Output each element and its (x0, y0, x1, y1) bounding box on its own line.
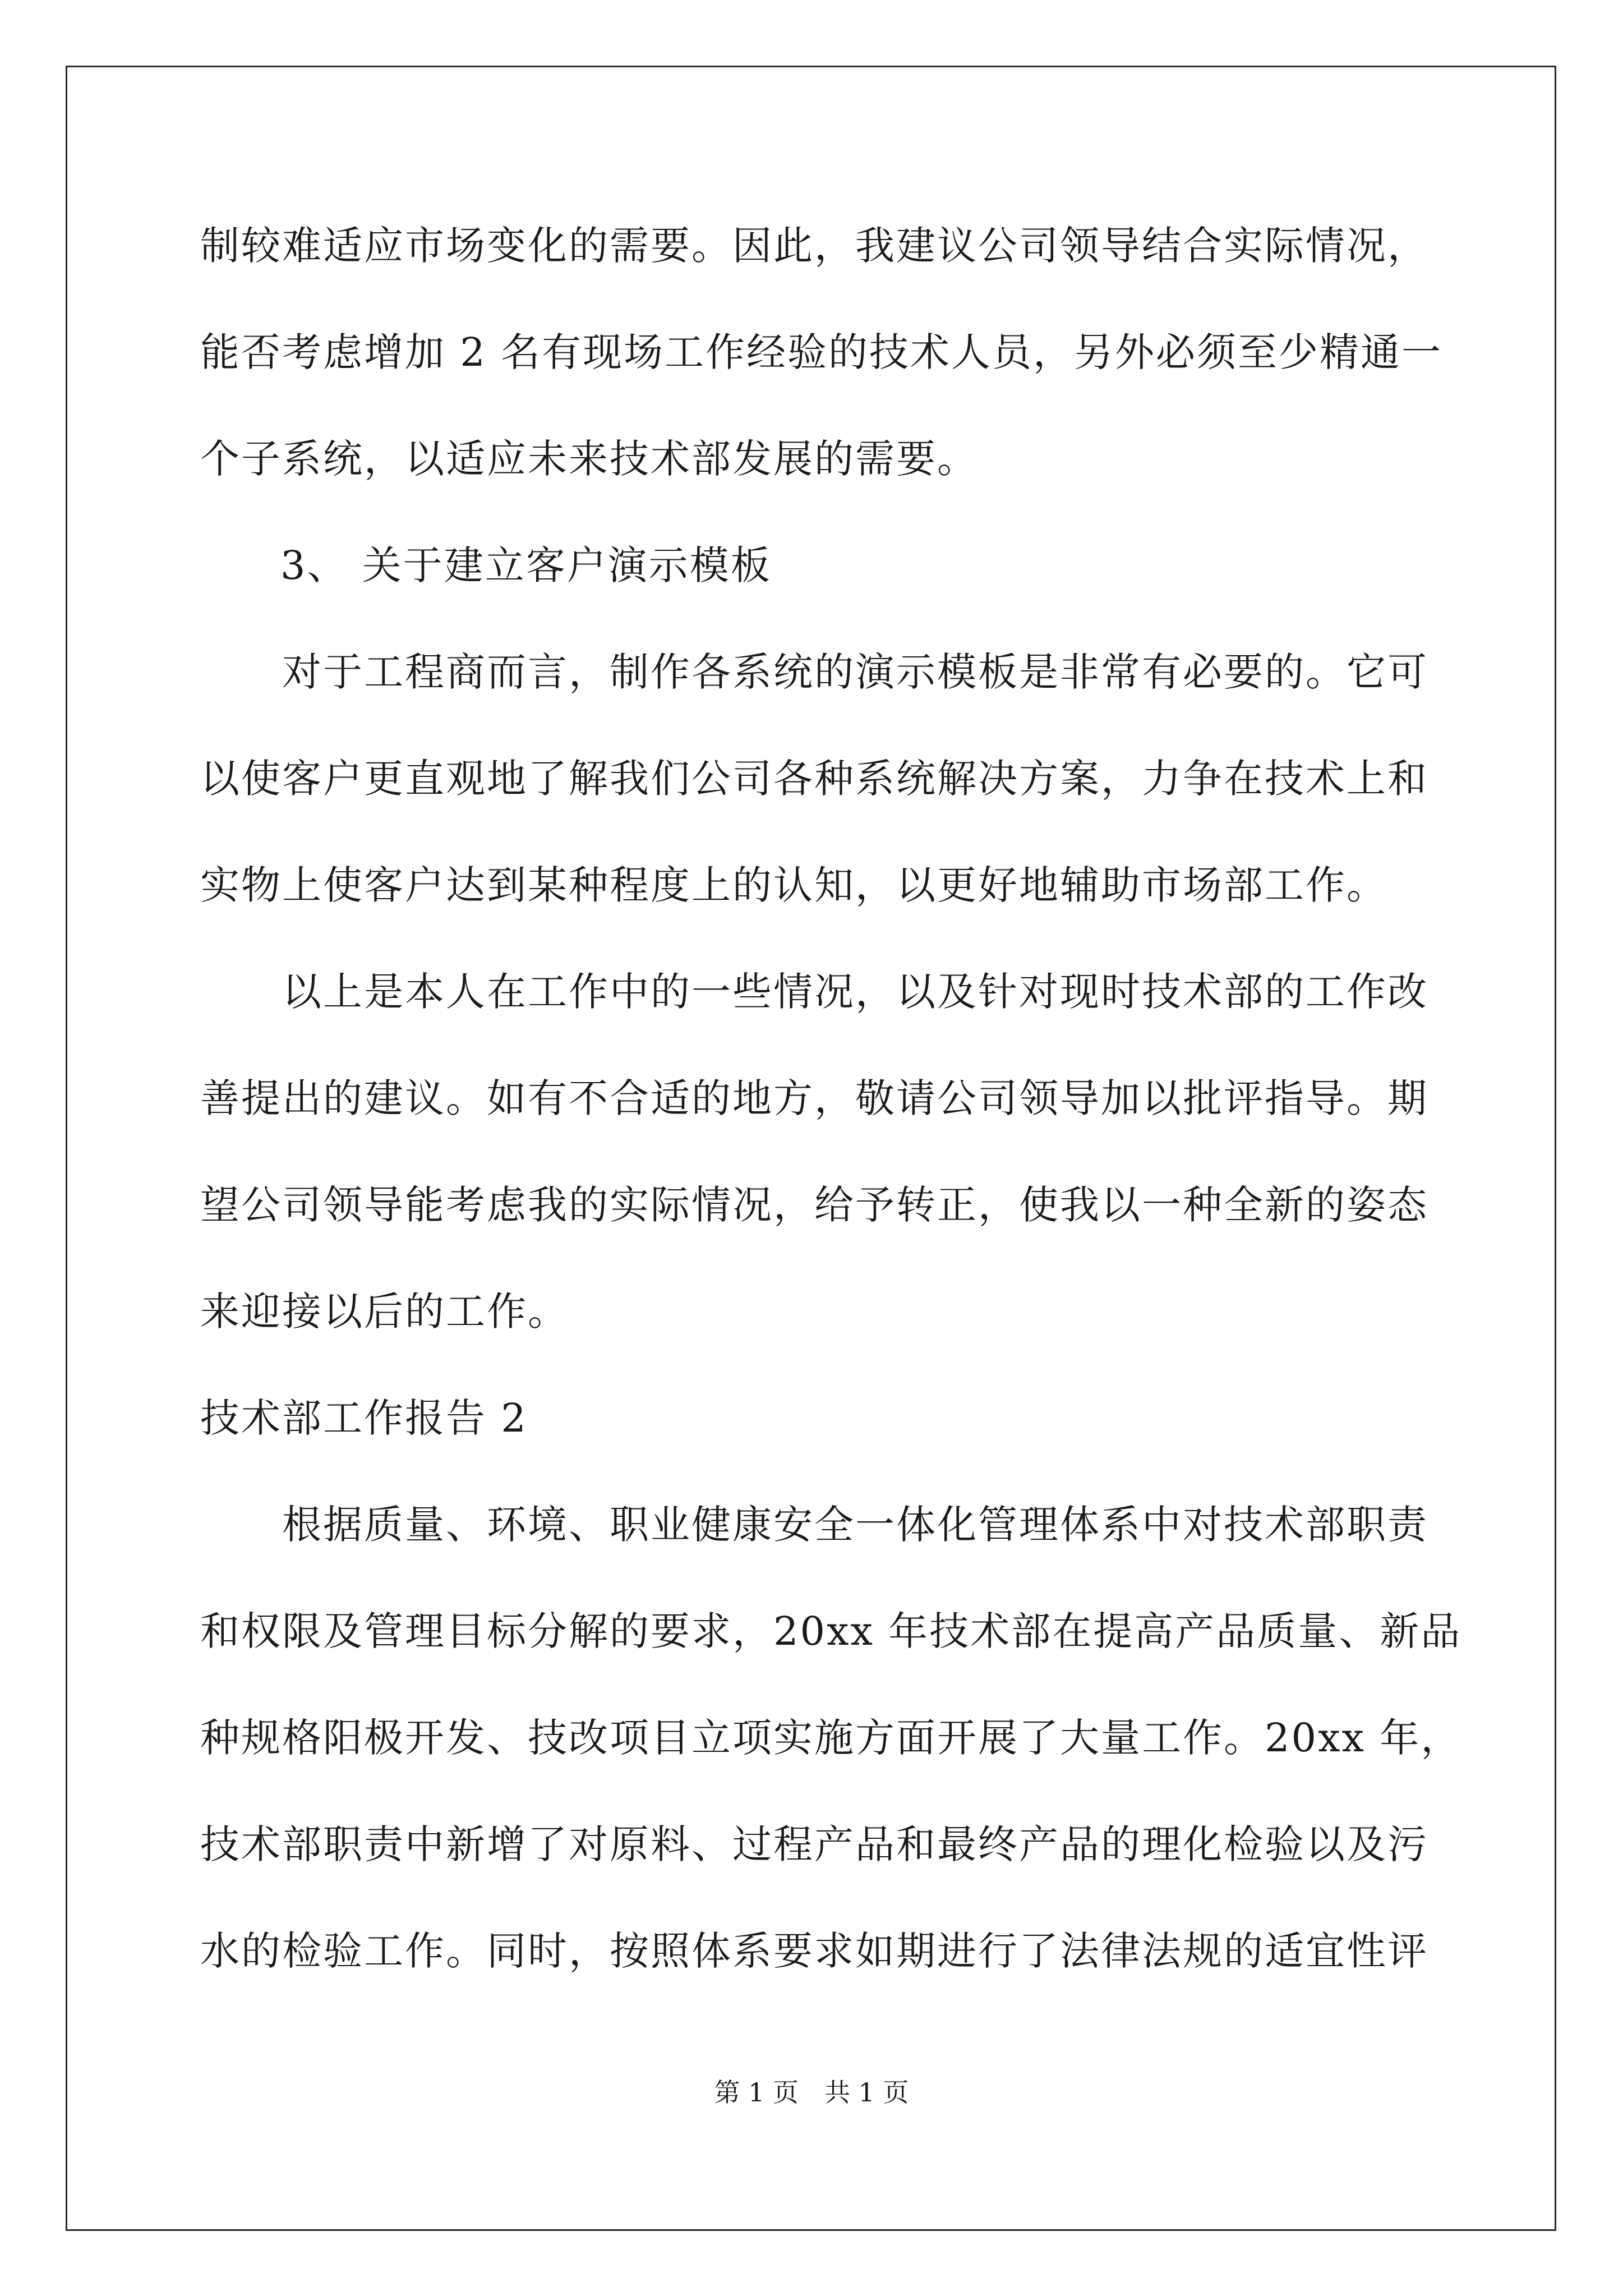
page-border (66, 66, 1556, 2231)
document-title: 技术部工作报告 2 (200, 1395, 528, 1441)
body-line-17: 水的检验工作。同时，按照体系要求如期进行了法律法规的适宜性评 (200, 1928, 1428, 1974)
body-line-9: 善提出的建议。如有不合适的地方，敬请公司领导加以批评指导。期 (200, 1075, 1428, 1121)
body-line-2: 能否考虑增加 2 名有现场工作经验的技术人员，另外必须至少精通一 (200, 329, 1443, 375)
body-line-16: 技术部职责中新增了对原料、过程产品和最终产品的理化检验以及污 (200, 1821, 1428, 1867)
body-line-8: 以上是本人在工作中的一些情况，以及针对现时技术部的工作改 (282, 969, 1428, 1015)
body-line-10: 望公司领导能考虑我的实际情况，给予转正，使我以一种全新的姿态 (200, 1182, 1428, 1228)
body-line-5: 对于工程商而言，制作各系统的演示模板是非常有必要的。它可 (282, 649, 1428, 695)
body-line-3: 个子系统，以适应未来技术部发展的需要。 (200, 436, 978, 482)
body-line-1: 制较难适应市场变化的需要。因此，我建议公司领导结合实际情况， (200, 223, 1428, 269)
page-number-footer: 第 1 页 共 1 页 (714, 2077, 909, 2108)
body-line-13: 根据质量、环境、职业健康安全一体化管理体系中对技术部职责 (282, 1502, 1428, 1548)
section-heading: 3、 关于建立客户演示模板 (280, 542, 772, 588)
body-line-7: 实物上使客户达到某种程度上的认知，以更好地辅助市场部工作。 (200, 862, 1387, 908)
body-line-14: 和权限及管理目标分解的要求，20xx 年技术部在提高产品质量、新品 (200, 1608, 1462, 1654)
body-line-15: 种规格阳极开发、技改项目立项实施方面开展了大量工作。20xx 年， (200, 1715, 1462, 1761)
body-line-11: 来迎接以后的工作。 (200, 1289, 569, 1335)
body-line-6: 以使客户更直观地了解我们公司各种系统解决方案，力争在技术上和 (200, 756, 1428, 802)
